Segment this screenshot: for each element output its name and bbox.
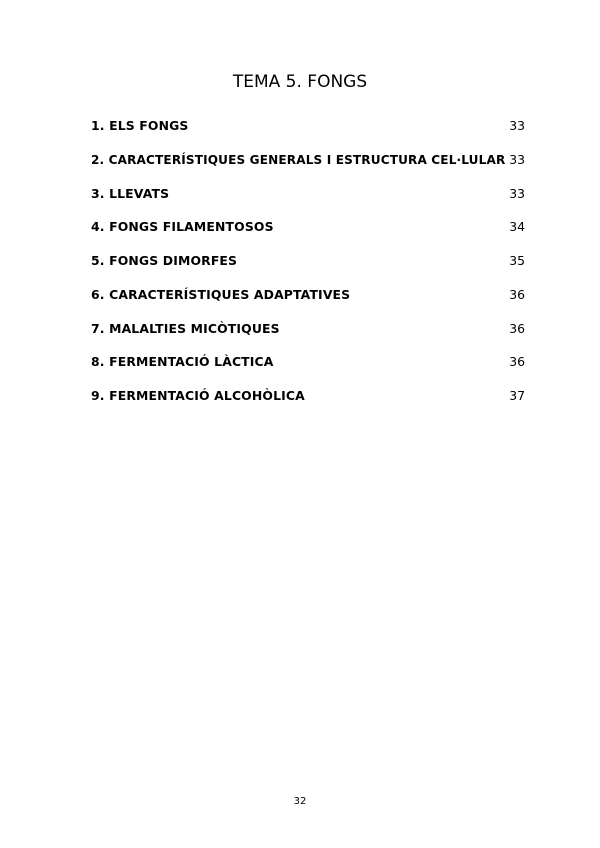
toc-entry[interactable] [91, 217, 525, 251]
toc-entry-page: 36 [507, 319, 525, 339]
toc-entry[interactable] [91, 352, 525, 386]
toc-entry-page: 36 [507, 285, 525, 305]
table-of-contents [91, 116, 525, 420]
toc-entry-page: 33 [507, 116, 525, 136]
toc-entry[interactable] [91, 116, 525, 150]
toc-entry-page: 35 [507, 251, 525, 271]
toc-entry-label: 3. LLEVATS [91, 185, 170, 201]
toc-entry[interactable] [91, 184, 525, 218]
toc-entry-label: 4. FONGS FILAMENTOSOS [91, 219, 274, 235]
toc-entry-page: 37 [507, 386, 525, 406]
toc-entry-label: 5. FONGS DIMORFES [91, 253, 238, 268]
page-number: 32 [293, 796, 307, 807]
toc-entry-label: 2. CARACTERÍSTIQUES GENERALS I ESTRUCTURA CEL·LULAR [91, 151, 506, 167]
toc-entry[interactable] [91, 319, 525, 353]
page-title: TEMA 5. FONGS [232, 72, 368, 92]
toc-entry-label: 8. FERMENTACIÓ LÀCTICA [91, 354, 274, 370]
toc-entry[interactable] [91, 150, 525, 184]
toc-entry[interactable] [91, 285, 525, 319]
toc-entry-label: 6. CARACTERÍSTIQUES ADAPTATIVES [91, 286, 351, 302]
toc-entry[interactable] [91, 251, 525, 285]
toc-entry-label: 1. ELS FONGS [91, 118, 189, 133]
toc-entry-page: 34 [507, 217, 525, 237]
toc-entry-label: 7. MALALTIES MICÒTIQUES [91, 320, 280, 336]
toc-entry-page: 36 [507, 352, 525, 372]
toc-entry-page: 33 [507, 150, 525, 170]
toc-entry-label: 9. FERMENTACIÓ ALCOHÒLICA [91, 388, 305, 403]
toc-entry-page: 33 [507, 184, 525, 204]
toc-entry[interactable] [91, 386, 525, 420]
